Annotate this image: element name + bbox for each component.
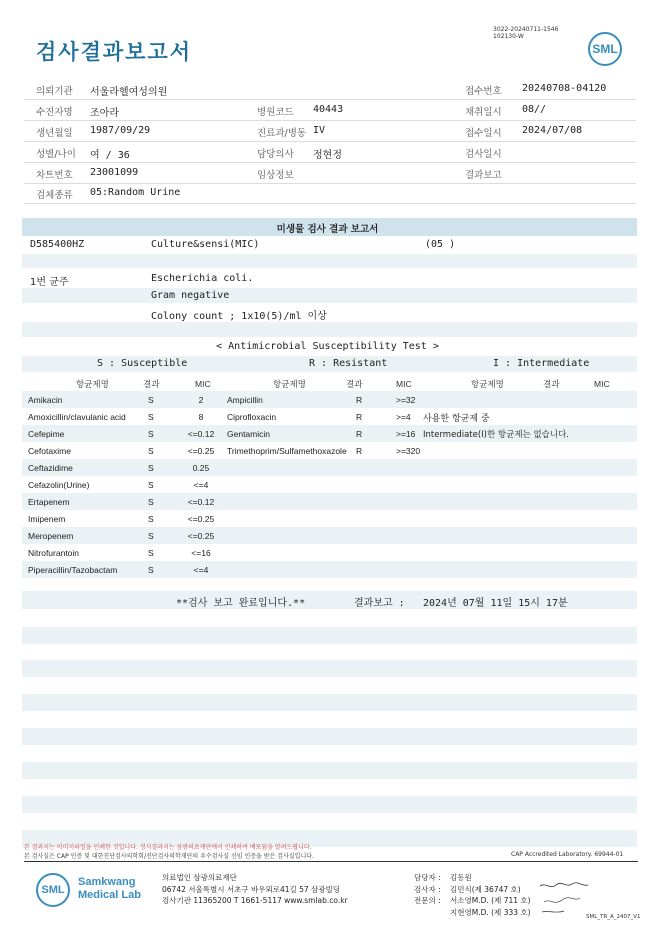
org-info xyxy=(162,872,348,907)
colony-count: Colony count ; 1x10(5)/ml 이상 xyxy=(151,311,327,322)
drug-name: Gentamicin xyxy=(227,429,270,439)
drug-name: Cefazolin(Urine) xyxy=(28,480,90,490)
mic-value: >=16 xyxy=(396,429,416,439)
mic-value: <=0.12 xyxy=(187,497,215,507)
ast-row-band xyxy=(22,493,637,510)
cap-accreditation: CAP Accredited Laboratory. 69944-01 xyxy=(511,851,624,858)
info-label: 담당의사 xyxy=(257,149,294,160)
band xyxy=(22,660,637,677)
result: R xyxy=(356,429,363,439)
drug-name: Imipenem xyxy=(28,514,66,524)
mic-value: >=4 xyxy=(396,412,411,422)
legend-resistant: R : Resistant xyxy=(309,358,388,369)
info-label: 진료과/병동 xyxy=(257,128,307,139)
legend-susceptible: S : Susceptible xyxy=(97,358,188,369)
report-date: 2024년 07월 11일 15시 17분 xyxy=(423,598,568,609)
info-label: 검체종류 xyxy=(36,190,73,201)
org-name: 의료법인 삼광의료재단 xyxy=(162,873,237,882)
brand-line-1: Samkwang xyxy=(78,876,136,888)
info-value: 08// xyxy=(522,104,547,115)
info-value: 40443 xyxy=(313,104,344,115)
mic-value: <=0.12 xyxy=(187,429,215,439)
test-code: D585400HZ xyxy=(30,239,85,250)
info-value: 1987/09/29 xyxy=(90,125,151,136)
info-label: 접수일시 xyxy=(465,128,502,139)
staff-specialist-1: 서소영M.D. (제 711 호) xyxy=(450,896,531,905)
org-contact: 검사기관 11365200 T 1661-5117 www.smlab.co.kr xyxy=(162,896,348,905)
result: R xyxy=(356,395,363,405)
mic-value: <=0.25 xyxy=(187,446,215,456)
sml-footer-logo: SML xyxy=(36,873,70,907)
col-drug-right: 항균제명 xyxy=(471,380,504,390)
info-value: 05:Random Urine xyxy=(90,187,181,198)
brand-name xyxy=(78,876,141,902)
drug-name: Cefepime xyxy=(28,429,65,439)
info-row xyxy=(24,183,636,204)
info-label: 수진자명 xyxy=(36,107,73,118)
organism-name: Escherichia coli. xyxy=(151,273,254,284)
mic-value: 8 xyxy=(198,412,204,422)
result: R xyxy=(356,446,363,456)
drug-name: Piperacillin/Tazobactam xyxy=(28,565,118,575)
band xyxy=(22,322,637,337)
footer-notice: 본 검사실은 CAP 인증 및 대한진단검사의학회/진단검사의학재단의 우수검사실 신임 인증을 받은 검사실입니다. xyxy=(24,853,314,860)
report-label: 결과보고 : xyxy=(354,598,405,609)
signature-specialist-2 xyxy=(542,911,564,912)
footer-notice-red: 본 결과지는 이미지파일을 인쇄한 것입니다. 정식결과지는 삼광의료재단에서 인쇄하여 배포됨을 알려드립니다. xyxy=(24,844,312,851)
staff-names xyxy=(450,872,531,918)
result: R xyxy=(356,412,363,422)
result: S xyxy=(148,548,154,558)
col-drug-mid: 항균제명 xyxy=(273,380,306,390)
info-value: 서울라헬여성의원 xyxy=(90,87,168,98)
info-value: 2024/07/08 xyxy=(522,125,583,136)
intermediate-note-line-2: Intermediate(I)한 항균제는 없습니다. xyxy=(423,430,569,440)
result: S xyxy=(148,463,154,473)
section-title: 미생물 검사 결과 보고서 xyxy=(276,224,379,235)
drug-name: Amikacin xyxy=(28,395,63,405)
info-label: 성별/나이 xyxy=(36,149,76,160)
info-row xyxy=(24,163,636,184)
info-value: 정현정 xyxy=(313,150,342,161)
legend-intermediate: I : Intermediate xyxy=(493,358,590,369)
drug-name: Ertapenem xyxy=(28,497,70,507)
result: S xyxy=(148,412,154,422)
info-label: 접수번호 xyxy=(465,86,502,97)
col-result-right: 결과 xyxy=(543,380,560,390)
doc-id-line-1: 3022-20240711-1546 xyxy=(493,26,559,33)
drug-name: Nitrofurantoin xyxy=(28,548,80,558)
gram-stain: Gram negative xyxy=(151,290,230,301)
staff-label: 전문의 : xyxy=(414,896,441,905)
info-label: 임상정보 xyxy=(257,170,294,181)
form-id: SML_TR_A_2407_V1 xyxy=(586,914,641,920)
ast-row-band xyxy=(22,527,637,544)
mic-value: >=32 xyxy=(396,395,416,405)
info-row xyxy=(24,100,636,121)
ast-row-band xyxy=(22,391,637,408)
band xyxy=(22,694,637,711)
drug-name: Ceftazidime xyxy=(28,463,73,473)
organism-label: 1번 균주 xyxy=(30,277,69,288)
col-drug-left: 항균제명 xyxy=(76,380,109,390)
drug-name: Meropenem xyxy=(28,531,74,541)
drug-name: Trimethoprim/Sulfamethoxazole xyxy=(227,446,347,456)
info-row xyxy=(24,121,636,142)
page-title: 검사결과보고서 xyxy=(36,40,193,64)
info-label: 의뢰기관 xyxy=(36,86,73,97)
col-result-mid: 결과 xyxy=(346,380,363,390)
result: S xyxy=(148,480,154,490)
band xyxy=(22,627,637,644)
document-id xyxy=(493,26,558,40)
result: S xyxy=(148,497,154,507)
result: S xyxy=(148,531,154,541)
info-label: 검사일시 xyxy=(465,149,502,160)
ast-row-band xyxy=(22,459,637,476)
completion-text: **검사 보고 완료입니다.** xyxy=(176,598,306,609)
brand-line-2: Medical Lab xyxy=(78,889,141,901)
footer-divider xyxy=(24,861,638,862)
result: S xyxy=(148,446,154,456)
info-label: 차트번호 xyxy=(36,170,73,181)
signature-tester xyxy=(540,883,588,887)
signatures xyxy=(538,880,598,916)
result: S xyxy=(148,429,154,439)
mic-value: >=320 xyxy=(396,446,421,456)
info-value: 20240708-04120 xyxy=(522,83,607,94)
mic-value: <=16 xyxy=(191,548,211,558)
staff-label: 검사자 : xyxy=(414,884,441,894)
drug-name: Ciprofloxacin xyxy=(227,412,277,422)
org-address: 06742 서울특별시 서초구 바우뫼로41길 57 삼광빌딩 xyxy=(162,884,341,894)
result: S xyxy=(148,514,154,524)
col-mic-mid: MIC xyxy=(396,379,412,389)
info-label: 채취일시 xyxy=(465,107,502,118)
col-result-left: 결과 xyxy=(143,380,160,390)
signature-specialist-1 xyxy=(544,898,580,903)
info-label: 생년월일 xyxy=(36,128,73,139)
staff-label: 담당자 : xyxy=(414,873,441,882)
doc-id-line-2: 102130-W xyxy=(493,33,524,40)
staff-labels xyxy=(414,872,441,907)
info-value: IV xyxy=(313,125,326,136)
col-mic-right: MIC xyxy=(594,379,610,389)
drug-name: Ampicillin xyxy=(227,395,263,405)
info-value: 23001099 xyxy=(90,167,139,178)
staff-tester: 김민식(제 36747 호) xyxy=(450,884,521,894)
mic-value: <=0.25 xyxy=(187,514,215,524)
mic-value: <=4 xyxy=(193,565,209,575)
info-label: 병원코드 xyxy=(257,107,294,118)
drug-name: Amoxicillin/clavulanic acid xyxy=(28,412,126,422)
test-name: Culture&sensi(MIC) xyxy=(151,239,260,250)
staff-manager: 김동원 xyxy=(450,873,472,882)
band xyxy=(22,288,637,303)
drug-name: Cefotaxime xyxy=(28,446,71,456)
mic-value: <=4 xyxy=(193,480,209,490)
staff-specialist-2: 지현영M.D. (제 333 호) xyxy=(450,907,531,917)
info-label: 결과보고 xyxy=(465,170,502,181)
test-number: (05 ) xyxy=(425,239,456,250)
info-value: 조아라 xyxy=(90,108,119,119)
info-row xyxy=(24,79,636,100)
mic-value: <=0.25 xyxy=(187,531,215,541)
info-value: 여 / 36 xyxy=(90,150,130,161)
info-row xyxy=(24,142,636,163)
band xyxy=(22,762,637,779)
mic-value: 2 xyxy=(198,395,204,405)
result: S xyxy=(148,565,154,575)
mic-value: 0.25 xyxy=(192,463,210,473)
band xyxy=(22,796,637,813)
result: S xyxy=(148,395,154,405)
band xyxy=(22,728,637,745)
intermediate-note-line-1: 사용한 항균제 중 xyxy=(423,414,490,424)
sml-logo: SML xyxy=(588,32,622,66)
ast-title: < Antimicrobial Susceptibility Test > xyxy=(216,341,439,352)
band xyxy=(22,254,637,268)
col-mic-left: MIC xyxy=(195,379,211,389)
